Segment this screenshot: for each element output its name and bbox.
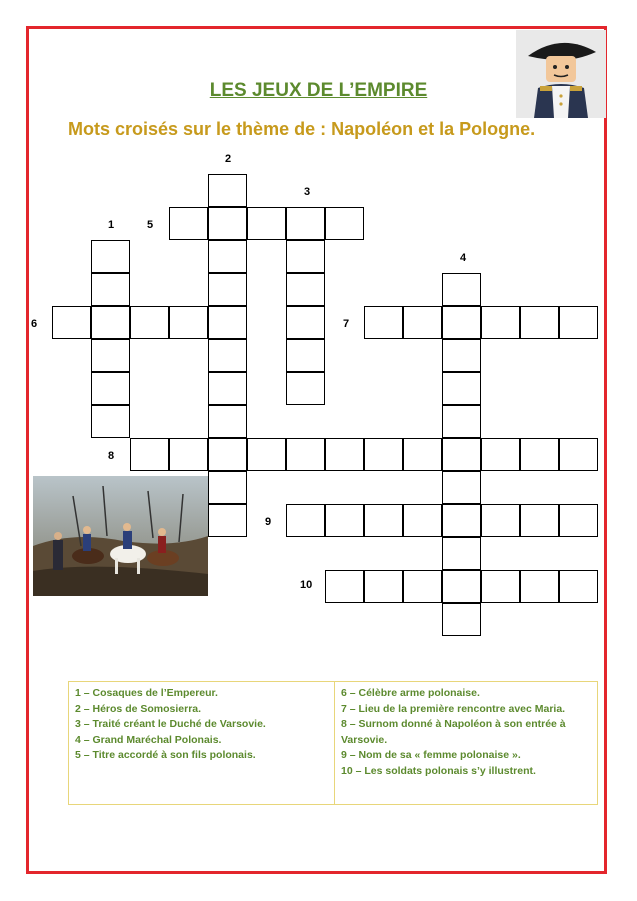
crossword-cell[interactable] <box>91 405 130 438</box>
crossword-cell[interactable] <box>208 207 247 240</box>
crossword-cell[interactable] <box>442 339 481 372</box>
clues-divider <box>334 682 335 804</box>
crossword-cell[interactable] <box>286 240 325 273</box>
crossword-cell[interactable] <box>481 306 520 339</box>
clue-10: 10 – Les soldats polonais s’y illustrent. <box>341 764 536 777</box>
clue-6: 6 – Célèbre arme polonaise. <box>341 687 480 699</box>
crossword-cell[interactable] <box>403 504 442 537</box>
crossword-cell[interactable] <box>130 306 169 339</box>
crossword-cell[interactable] <box>442 405 481 438</box>
crossword-cell[interactable] <box>442 504 481 537</box>
clue-number-2: 2 <box>225 153 232 165</box>
crossword-cell[interactable] <box>286 504 325 537</box>
clue-8: 8 – Surnom donné à Napoléon à son entrée à Varsovie. <box>341 718 566 746</box>
crossword-cell[interactable] <box>286 207 325 240</box>
crossword-cell[interactable] <box>364 570 403 603</box>
crossword-cell[interactable] <box>559 504 598 537</box>
crossword-cell[interactable] <box>286 273 325 306</box>
crossword-cell[interactable] <box>520 504 559 537</box>
crossword-cell[interactable] <box>169 207 208 240</box>
crossword-cell[interactable] <box>208 306 247 339</box>
clue-9: 9 – Nom de sa « femme polonaise ». <box>341 749 521 762</box>
clue-number-3: 3 <box>304 186 311 198</box>
crossword-cell[interactable] <box>169 306 208 339</box>
crossword-cell[interactable] <box>481 504 520 537</box>
crossword-cell[interactable] <box>325 207 364 240</box>
crossword-cell[interactable] <box>91 273 130 306</box>
clue-3: 3 – Traité créant le Duché de Varsovie. <box>75 718 266 731</box>
crossword-cell[interactable] <box>403 306 442 339</box>
crossword-cell[interactable] <box>91 339 130 372</box>
clue-number-8: 8 <box>108 450 115 462</box>
page-subtitle: Mots croisés sur le thème de : Napoléon et la Pologne. <box>68 119 536 139</box>
crossword-cell[interactable] <box>364 306 403 339</box>
crossword-cell[interactable] <box>520 306 559 339</box>
crossword-cell[interactable] <box>208 339 247 372</box>
crossword-cell[interactable] <box>169 438 208 471</box>
crossword-cell[interactable] <box>91 306 130 339</box>
crossword-cell[interactable] <box>364 504 403 537</box>
crossword-cell[interactable] <box>286 339 325 372</box>
crossword-cell[interactable] <box>520 438 559 471</box>
clue-4: 4 – Grand Maréchal Polonais. <box>75 733 222 746</box>
crossword-cell[interactable] <box>442 570 481 603</box>
crossword-cell[interactable] <box>559 438 598 471</box>
crossword-cell[interactable] <box>442 306 481 339</box>
crossword-cell[interactable] <box>559 570 598 603</box>
clue-number-10: 10 <box>300 579 313 591</box>
crossword-cell[interactable] <box>208 438 247 471</box>
crossword-cell[interactable] <box>130 438 169 471</box>
crossword-cell[interactable] <box>286 306 325 339</box>
clue-2: 2 – Héros de Somosierra. <box>75 702 202 715</box>
crossword-cell[interactable] <box>325 570 364 603</box>
crossword-cell[interactable] <box>442 603 481 636</box>
crossword-cell[interactable] <box>481 438 520 471</box>
crossword-cell[interactable] <box>208 372 247 405</box>
crossword-cell[interactable] <box>52 306 91 339</box>
clue-7: 7 – Lieu de la première rencontre avec Maria. <box>341 702 566 715</box>
clue-number-4: 4 <box>460 252 467 264</box>
page-title: LES JEUX DE L’EMPIRE <box>209 80 428 101</box>
clue-number-6: 6 <box>31 318 38 330</box>
crossword-cell[interactable] <box>91 372 130 405</box>
crossword-cell[interactable] <box>208 504 247 537</box>
crossword-cell[interactable] <box>403 570 442 603</box>
crossword-cell[interactable] <box>208 273 247 306</box>
crossword-cell[interactable] <box>247 438 286 471</box>
clue-1: 1 – Cosaques de l’Empereur. <box>75 687 218 699</box>
clue-number-5: 5 <box>147 219 154 231</box>
crossword-cell[interactable] <box>286 372 325 405</box>
crossword-cell[interactable] <box>208 471 247 504</box>
clue-number-9: 9 <box>265 516 272 528</box>
clue-number-1: 1 <box>108 219 115 231</box>
crossword-cell[interactable] <box>559 306 598 339</box>
clue-number-7: 7 <box>343 318 350 330</box>
crossword-cell[interactable] <box>442 372 481 405</box>
clues-box <box>68 681 598 805</box>
crossword-cell[interactable] <box>208 405 247 438</box>
crossword-cell[interactable] <box>91 240 130 273</box>
clues-right-column <box>341 686 593 780</box>
crossword-cell[interactable] <box>442 273 481 306</box>
crossword-cell[interactable] <box>247 207 286 240</box>
crossword-cell[interactable] <box>481 570 520 603</box>
clue-5: 5 – Titre accordé à son fils polonais. <box>75 749 256 762</box>
crossword-cell[interactable] <box>403 438 442 471</box>
crossword-cell[interactable] <box>208 240 247 273</box>
crossword-cell[interactable] <box>208 174 247 207</box>
crossword-cell[interactable] <box>520 570 559 603</box>
crossword-cell[interactable] <box>325 504 364 537</box>
crossword-cell[interactable] <box>325 438 364 471</box>
crossword-cell[interactable] <box>442 471 481 504</box>
crossword-cell[interactable] <box>442 438 481 471</box>
crossword-cell[interactable] <box>364 438 403 471</box>
crossword-cell[interactable] <box>286 438 325 471</box>
crossword-cell[interactable] <box>442 537 481 570</box>
clues-left-column <box>75 686 331 764</box>
